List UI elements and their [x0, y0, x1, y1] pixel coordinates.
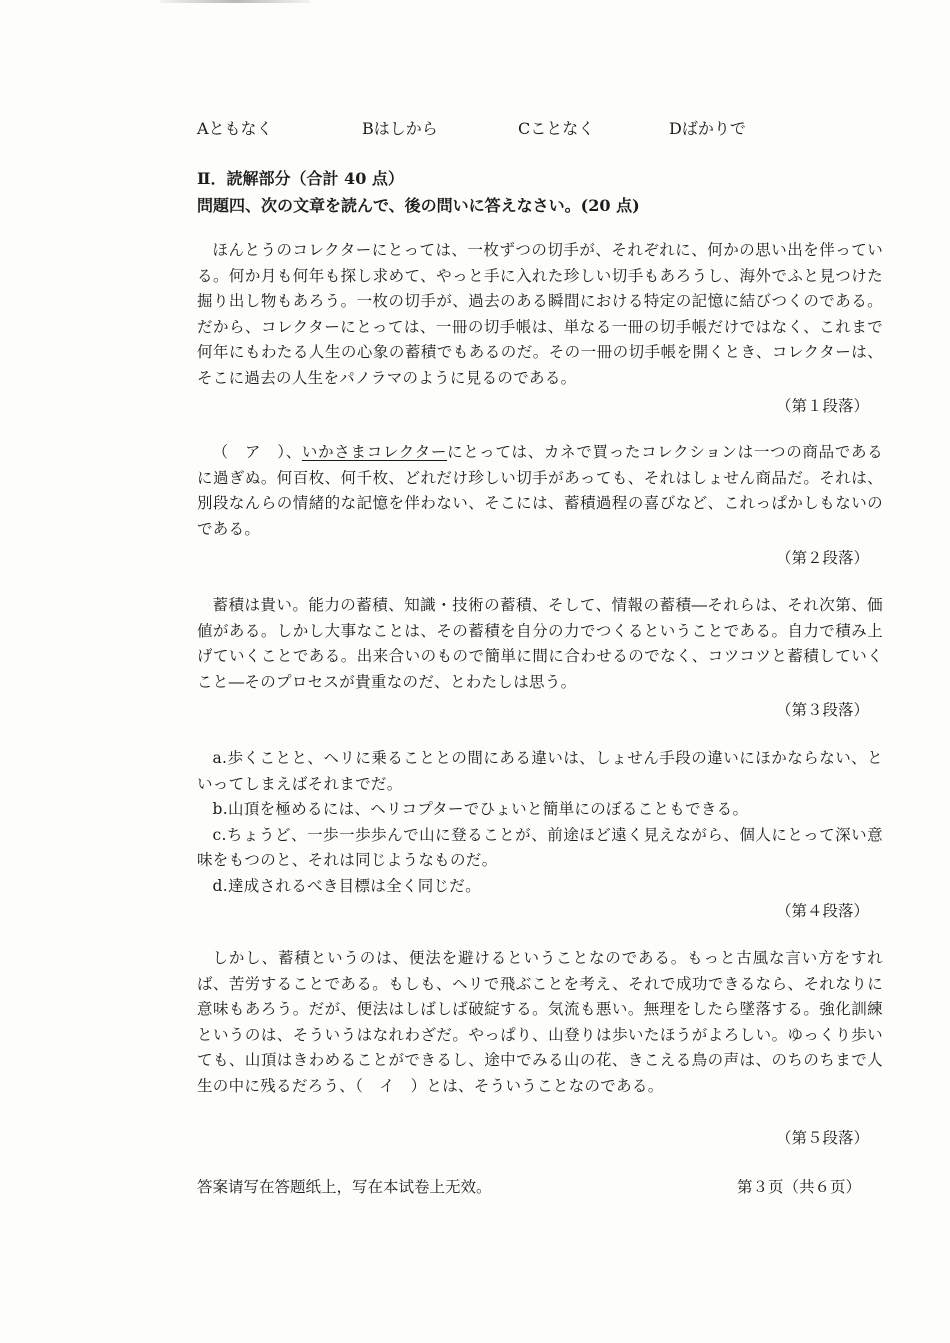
paragraph-4-label: （第４段落） — [775, 902, 869, 920]
paragraph-2-label: （第２段落） — [775, 549, 869, 567]
question-instruction: 問題四、次の文章を読んで、後の問いに答えなさい。(20 点) — [197, 196, 640, 215]
paragraph-1-label: （第１段落） — [775, 397, 869, 415]
underlined-phrase: いかさまコレクター — [301, 443, 448, 461]
paragraph-2-body: にとっては、カネで買ったコレクションは一つの商品であるに過ぎぬ。何百枚、何千枚、どれだけ珍しい切手があっても、それはしょせん商品だ。それは、別段なんらの情緒的な記憶を伴わない、そこには、蓄積過程の喜びなど、これっぱかしもないのである。 — [197, 443, 883, 538]
page-number: 第３页（共６页） — [736, 1178, 861, 1196]
paragraph-4 — [197, 746, 883, 900]
paragraph-5: しかし、蓄積というのは、便法を避けるということなのである。もっと古風な言い方をすれば、苦労することである。もしも、ヘリで飛ぶことを考え、それで成功できるなら、それなりに意味もあろう。だが、便法はしばしば破綻する。気流も悪い。無理をしたら墜落する。強化訓練というのは、そういうはなれわざだ。やっぱり、山登りは歩いたほうがよろしい。ゆっくり歩いても、山頂はきわめることができるし、途中でみる山の花、きこえる鳥の声は、のちのちまで人生の中に残るだろう、（ イ ）とは、そういうことなのである。 — [197, 949, 883, 1095]
sentence-d: d.達成されるべき目標は全く同じだ。 — [212, 876, 481, 895]
paragraph-5-label: （第５段落） — [775, 1129, 869, 1147]
sentence-c: c.ちょうど、一歩一歩歩んで山に登ることが、前途ほど遠く見えながら、個人にとって深い意味をもつのと、それは同じようなものだ。 — [197, 825, 883, 870]
paragraph-2 — [197, 440, 883, 542]
choice-c: Cことなく — [518, 119, 595, 138]
choice-b: Bはしから — [362, 119, 438, 138]
answer-notice: 答案请写在答题纸上，写在本试卷上无效。 — [197, 1178, 492, 1196]
answer-choices — [197, 112, 883, 142]
exam-page — [197, 0, 883, 1343]
blank-a: （ ア ）、 — [212, 443, 302, 461]
paragraph-3-label: （第３段落） — [775, 701, 869, 719]
sentence-a: a.歩くことと、ヘリに乗ることとの間にある違いは、しょせん手段の違いにほかならない、といってしまえばそれまでだ。 — [197, 749, 883, 793]
paragraph-3: 蓄積は貴い。能力の蓄積、知識・技術の蓄積、そして、情報の蓄積―それらは、それ次第、価値がある。しかし大事なことは、その蓄積を自分の力でつくるということである。自力で積み上げていくことである。出来合いのもので簡単に間に合わせるのでなく、コツコツと蓄積していくこと―そのプロセスが貴重なのだ、とわたしは思う。 — [197, 596, 883, 691]
section-heading: Ⅱ．読解部分（合計 40 点） — [197, 169, 404, 188]
paragraph-1: ほんとうのコレクターにとっては、一枚ずつの切手が、それぞれに、何かの思い出を伴っている。何か月も何年も探し求めて、やっと手に入れた珍しい切手もあろうし、海外でふと見つけた掘り出し物もあろう。一枚の切手が、過去のある瞬間における特定の記憶に結びつくのである。だから、コレクターにとっては、一冊の切手帳は、単なる一冊の切手帳だけではなく、これまで何年にもわたる人生の心象の蓄積でもあるのだ。その一冊の切手帳を開くとき、コレクターは、そこに過去の人生をパノラマのように見るのである。 — [197, 241, 883, 387]
choice-a: Aともなく — [197, 119, 273, 138]
sentence-b: b.山頂を極めるには、ヘリコプターでひょいと簡単にのぼることもできる。 — [212, 800, 749, 819]
choice-d: Dばかりで — [669, 119, 746, 138]
